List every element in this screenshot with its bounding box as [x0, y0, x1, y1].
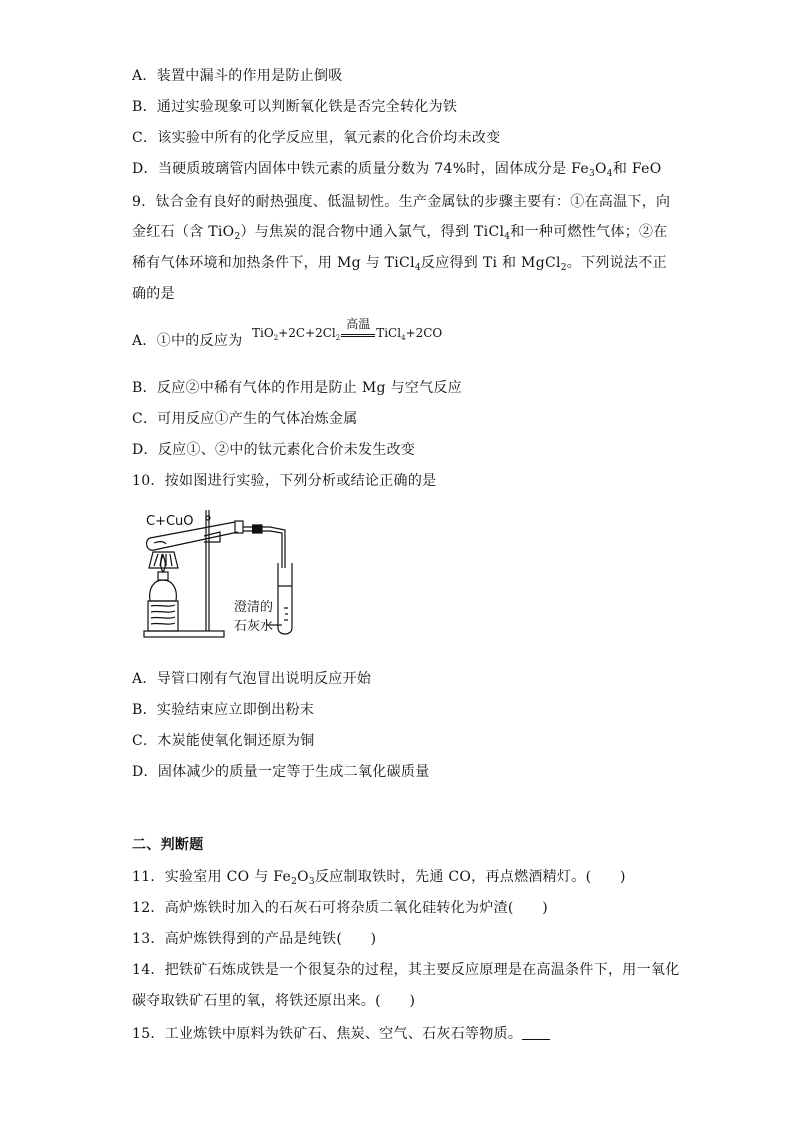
q9-option-d: D．反应①、②中的钛元素化合价未发生改变 [132, 442, 416, 458]
reaction-condition: 高温 [341, 328, 375, 337]
q10-stem: 10．按如图进行实验，下列分析或结论正确的是 [132, 473, 437, 489]
limewater-label-line2: 石灰水 [234, 619, 274, 634]
q14-line2: 碳夺取铁矿石里的氧，将铁还原出来。( ) [132, 993, 416, 1009]
stand-base [144, 631, 224, 637]
section-title: 二、判断题 [132, 837, 204, 853]
q8-option-c: C．该实验中所有的化学反应里，氧元素的化合价均未改变 [132, 130, 501, 146]
q9-stem-line1: 9．钛合金有良好的耐热强度、低温韧性。生产金属钛的步骤主要有：①在高温下，向 [132, 194, 671, 210]
q13: 13．高炉炼铁得到的产品是纯铁( ) [132, 931, 377, 947]
q9-option-c: C．可用反应①产生的气体冶炼金属 [132, 411, 358, 427]
q8-option-b: B．通过实验现象可以判断氧化铁是否完全转化为铁 [132, 99, 458, 115]
q11: 11．实验室用 CO 与 $Fe_2O_3$反应制取铁时，先通 CO，再点燃酒精灯。( ) [132, 869, 626, 887]
q10-option-b: B．实验结束应立即倒出粉末 [132, 702, 315, 718]
limewater-tube [278, 563, 292, 634]
reactants-label: C+CuO [146, 514, 194, 529]
q12: 12．高炉炼铁时加入的石灰石可将杂质二氧化硅转化为炉渣( ) [132, 900, 549, 916]
q9-stem-line3: 稀有气体环境和加热条件下，用 Mg 与 TiCl$_4$反应得到 Ti 和 MgCl$_2$。下列说法不正 [132, 255, 667, 273]
lamp-shield [149, 552, 178, 568]
q15: 15．工业炼铁中原料为铁矿石、焦炭、空气、石灰石等物质。 [132, 1024, 550, 1044]
delivery-tube [243, 527, 285, 568]
q10-option-d: D．固体减少的质量一定等于生成二氧化碳质量 [132, 764, 430, 780]
limewater-label-line1: 澄清的 [234, 600, 274, 615]
q9-stem-line2: 金红石（含 TiO$_2$）与焦炭的混合物中通入氯气，得到 TiCl$_4$和一种可燃性气体；②在 [132, 224, 668, 242]
answer-blank[interactable] [522, 1025, 550, 1040]
q14-line1: 14．把铁矿石炼成铁是一个很复杂的过程，其主要反应原理是在高温条件下，用一氧化 [132, 962, 680, 978]
q9-option-a-label: A．①中的反应为 [132, 333, 243, 349]
q9-option-b: B．反应②中稀有气体的作用是防止 Mg 与空气反应 [132, 380, 462, 396]
q9-stem-line4: 确的是 [132, 286, 175, 302]
q9-equation: $TiO_2+2C+2Cl_2$ 高温 TiCl$_4$+2CO [252, 317, 443, 342]
equals-sign [341, 334, 375, 337]
q8-option-d: D．当硬质玻璃管内固体中铁元素的质量分数为 74%时，固体成分是 $Fe_3O_4$和 FeO [132, 161, 662, 179]
q10-option-a: A．导管口刚有气泡冒出说明反应开始 [132, 671, 372, 687]
alcohol-lamp [150, 580, 177, 601]
experiment-apparatus-figure [140, 508, 310, 643]
q10-option-c: C．木炭能使氧化铜还原为铜 [132, 733, 315, 749]
q8-option-a: A．装置中漏斗的作用是防止倒吸 [132, 68, 343, 84]
